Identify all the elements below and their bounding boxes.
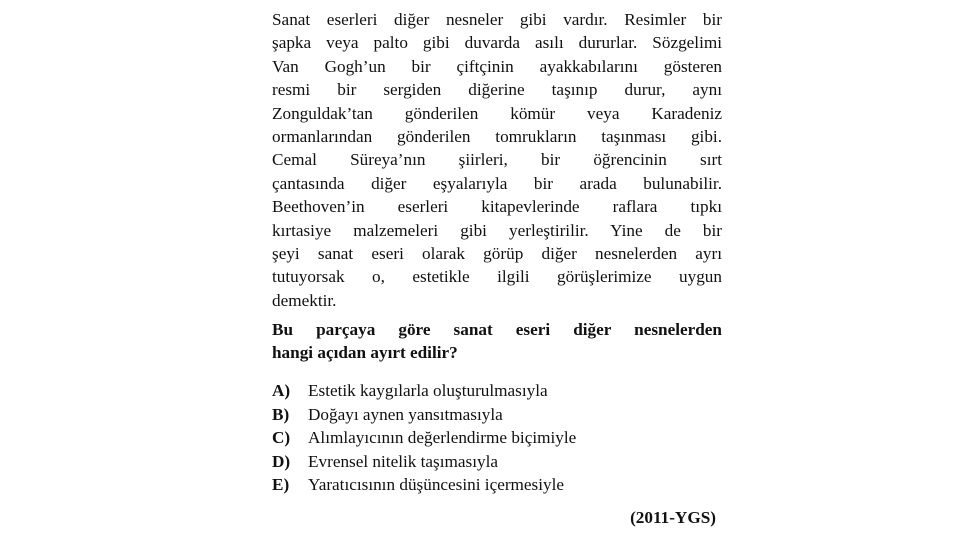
passage-line: Van Gogh’un bir çiftçinin ayakkabılarını gösteren (272, 56, 722, 76)
option-letter: D) (272, 451, 291, 471)
option-e[interactable] (272, 473, 722, 496)
option-text: Doğayı aynen yansıtmasıyla (308, 404, 503, 424)
option-letter: A) (272, 381, 291, 401)
passage-line: kırtasiye malzemeleri gibi yerleştirilir. Yine de bir (272, 220, 722, 240)
passage-line: şapka veya palto gibi duvarda asılı dururlar. Sözgelimi (272, 33, 722, 53)
option-letter: E) (272, 474, 290, 494)
option-text: Yaratıcısının düşüncesini içermesiyle (308, 474, 565, 494)
passage-line: şeyi sanat eseri olarak görüp diğer nesnelerden ayrı (272, 244, 722, 264)
passage (272, 8, 722, 312)
passage-line: Cemal Süreya’nın şiirleri, bir öğrencinin sırt (272, 150, 722, 170)
answer-options (272, 379, 722, 496)
option-d[interactable] (272, 450, 722, 473)
option-b[interactable] (272, 403, 722, 426)
question-stem (272, 318, 722, 364)
option-a[interactable] (272, 379, 722, 402)
passage-line: çantasında diğer eşyalarıyla bir arada bulunabilir. (272, 173, 722, 193)
question-stem-line: Bu parçaya göre sanat eseri diğer nesnelerden (272, 320, 722, 340)
option-text: Estetik kaygılarla oluşturulmasıyla (308, 381, 548, 401)
option-c[interactable] (272, 426, 722, 449)
passage-line: Zonguldak’tan gönderilen kömür veya Karadeniz (272, 103, 722, 123)
option-text: Evrensel nitelik taşımasıyla (308, 451, 498, 471)
passage-line: ormanlarından gönderilen tomrukların taşınması gibi. (272, 127, 722, 147)
passage-line: Beethoven’in eserleri kitapevlerinde raflara tıpkı (272, 197, 722, 217)
passage-line: Sanat eserleri diğer nesneler gibi vardır. Resimler bir (272, 10, 722, 29)
question-stem-line: hangi açıdan ayırt edilir? (272, 343, 458, 363)
option-letter: B) (272, 404, 290, 424)
question-card (272, 8, 722, 536)
passage-line: demektir. (272, 290, 337, 310)
source-label: (2011-YGS) (630, 508, 716, 527)
passage-line: tutuyorsak o, estetikle ilgili görüşlerimize uygun (272, 267, 722, 287)
passage-line: resmi bir sergiden diğerine taşınıp durur, aynı (272, 80, 722, 100)
option-letter: C) (272, 428, 291, 448)
option-text: Alımlayıcının değerlendirme biçimiyle (308, 428, 577, 448)
